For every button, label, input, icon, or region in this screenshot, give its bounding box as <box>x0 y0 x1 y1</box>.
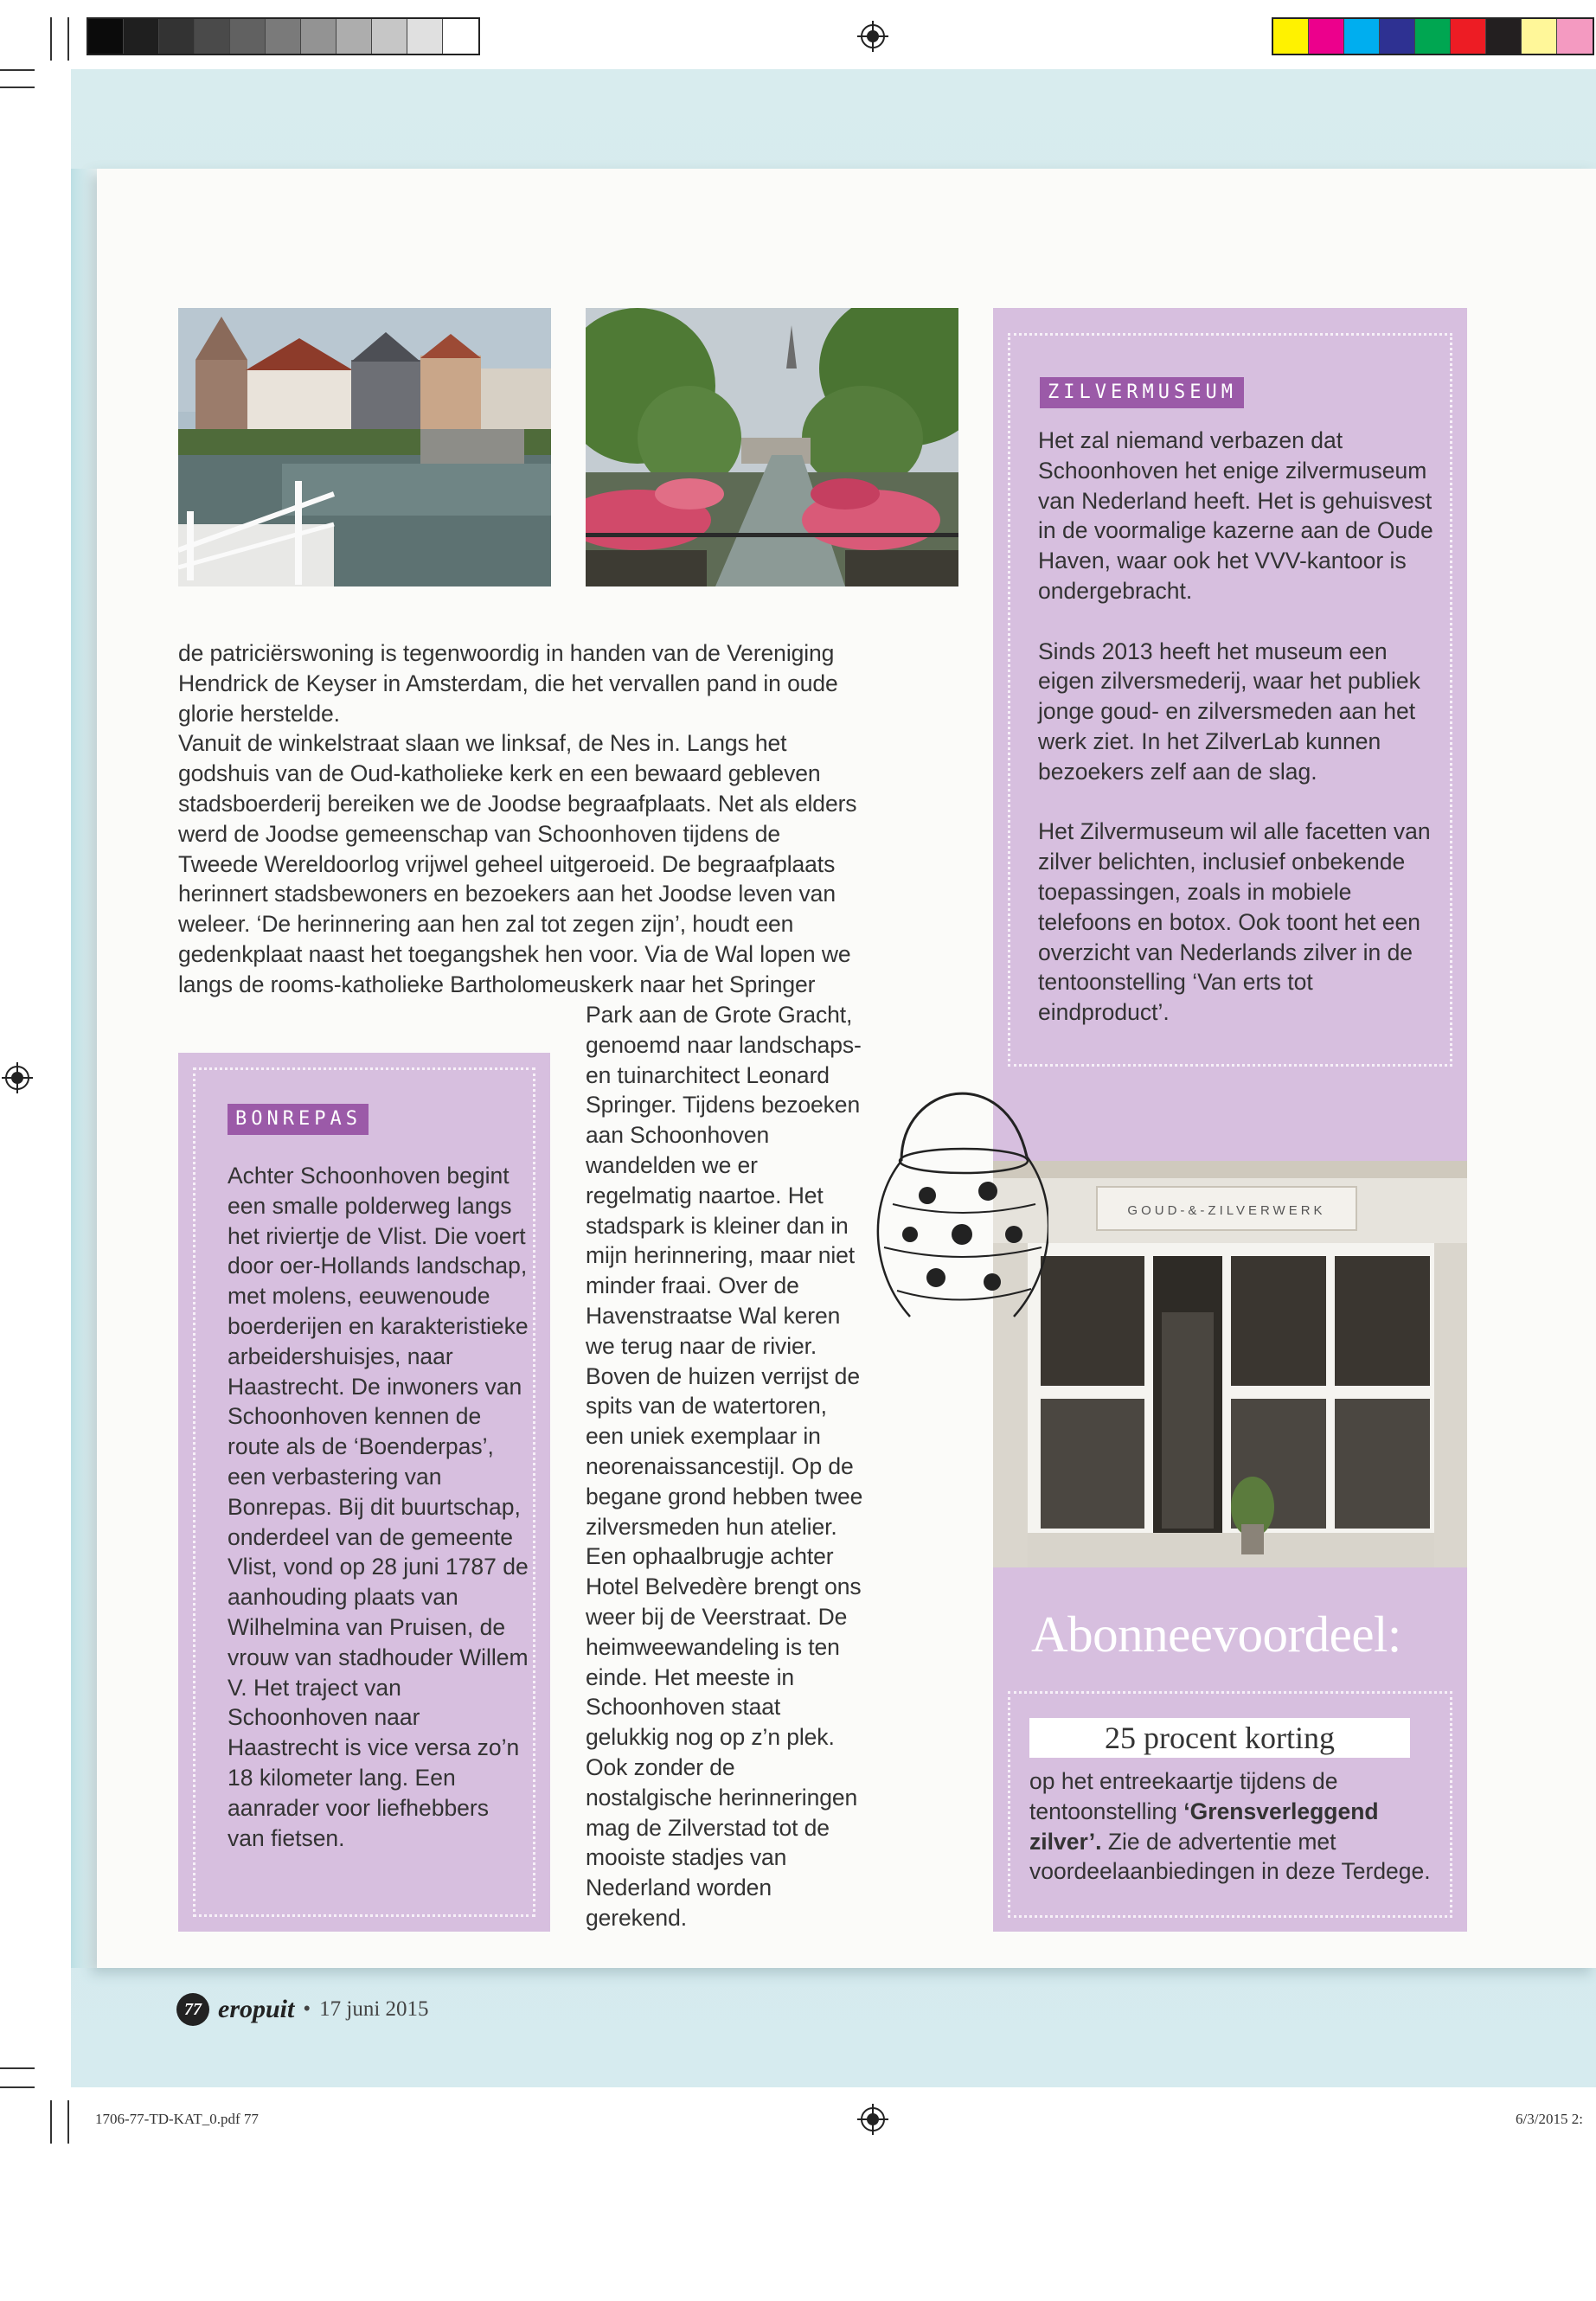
bonrepas-paragraph: Achter Schoonhoven begint een smalle polderweg langs het riviertje de Vlist. Die voert door oer-Hollands landschap, met molens, eeuwenoude boerderijen en karakteristieke arbeidershuisjes, naar Haastrecht. De inwoners van Schoonhoven kennen de route als de ‘Boenderpas’, een verbastering van Bonrepas. Bij dit buurtschap, onderdeel van de gemeente Vlist, vond op 28 juni 1787 de aanhouding plaats van Wilhelmina van Pruisen, de vrouw van stadhouder Willem V. Het traject van Schoonhoven naar Haastrecht is vice versa zo’n 18 kilometer lang. Een aanrader voor liefhebbers van fietsen. <box>228 1163 529 1851</box>
color-swatch <box>124 19 159 54</box>
color-swatch <box>372 19 407 54</box>
crop-mark <box>67 17 69 61</box>
registration-mark-icon <box>857 21 888 52</box>
abonnee-paragraph <box>1029 1766 1445 1887</box>
slug-filename: 1706-77-TD-KAT_0.pdf 77 <box>95 2111 259 2127</box>
page-spine-edge <box>71 169 97 1968</box>
color-swatch <box>88 19 124 54</box>
color-swatch <box>195 19 230 54</box>
zilvermuseum-paragraph: Het zal niemand verbazen dat Schoonhoven het enige zilvermuseum van Nederland heeft. Het is gehuisvest in de voormalige kazerne aan de Oude Haven, waar ook het VVV-kantoor is ondergebracht. <box>1038 427 1433 604</box>
bonrepas-title: BONREPAS <box>228 1104 369 1135</box>
korting-highlight: 25 procent korting <box>1029 1718 1410 1758</box>
registration-mark-icon <box>2 1062 33 1093</box>
zilvermuseum-title: ZILVERMUSEUM <box>1040 377 1244 408</box>
shop-sign: GOUD-&-ZILVERWERK <box>1127 1203 1326 1218</box>
color-swatch <box>337 19 372 54</box>
issue-date: 17 juni 2015 <box>319 1997 429 2021</box>
slug-date: 6/3/2015 2: <box>1516 2111 1583 2127</box>
color-swatch <box>1380 19 1415 54</box>
article-intro <box>178 638 862 1000</box>
article-paragraph: Vanuit de winkelstraat slaan we linksaf, de Nes in. Langs het godshuis van de Oud-katholieke kerk en een bewaard gebleven stadsboerderij bereiken we de Joodse begraafplaats. Net als elders werd de Joodse gemeenschap van Schoonhoven tijdens de Tweede Wereldoorlog vrijwel geheel uitgeroeid. De begraafplaats herinnert stadsbewoners en bezoekers aan het Joodse leven van weleer. ‘De herinnering aan hen zal tot zegen zijn’, houdt een gedenkplaat naast het toegangshek hen voor. Via de Wal lopen we langs de rooms-katholieke Bartholomeuskerk naar het Springer <box>178 730 857 997</box>
page-number: 77 <box>176 1993 209 2026</box>
abonnee-text-after: Zie de advertentie met voordeelaanbiedingen in deze Terdege. <box>1029 1828 1431 1885</box>
abonnee-text <box>1029 1766 1445 1887</box>
registration-mark-icon <box>857 2104 888 2135</box>
article-column-continued <box>586 1000 864 1933</box>
abonnee-text-before: op het entreekaartje tijdens de tentoonstelling <box>1029 1768 1338 1824</box>
zilvermuseum-paragraph: Sinds 2013 heeft het museum een eigen zilversmederij, waar het publiek jonge goud- en zilversmeden aan het werk ziet. In het ZilverLab kunnen bezoekers zelf aan de slag. <box>1038 638 1420 785</box>
exhibition-title: ‘Grensverleggend zilver’. <box>1029 1798 1379 1855</box>
canal-flowers-photo <box>586 308 958 586</box>
color-swatch <box>159 19 195 54</box>
crop-mark <box>0 87 35 88</box>
color-swatch <box>407 19 443 54</box>
color-swatch <box>230 19 266 54</box>
article-paragraph: Park aan de Grote Gracht, genoemd naar landschaps- en tuinarchitect Leonard Springer. Tijdens bezoeken aan Schoonhoven wandelden we er regelmatig naartoe. Het stadspark is kleiner dan in mijn herinnering, maar niet minder fraai. Over de Havenstraatse Wal keren we terug naar de rivier. Boven de huizen verrijst de spits van de watertoren, een uniek exemplaar in neorenaissancestijl. Op de begane grond hebben twee zilversmeden hun atelier. Een ophaalbrugje achter Hotel Belvedère brengt ons weer bij de Veerstraat. De heimweewandeling is ten einde. Het meeste in Schoonhoven staat gelukkig nog op z’n plek. Ook zonder de nostalgische herinneringen mag de Zilverstad tot de mooiste stadjes van Nederland worden gerekend. <box>586 1002 863 1931</box>
color-swatch <box>1273 19 1309 54</box>
crop-mark <box>0 2067 35 2069</box>
color-swatch <box>266 19 301 54</box>
crop-mark <box>50 2100 52 2144</box>
paper-lantern-sketch-icon <box>875 1066 1048 1325</box>
color-swatch <box>1309 19 1344 54</box>
color-swatch <box>1344 19 1380 54</box>
silver-shop-photo <box>993 1161 1467 1567</box>
process-color-bar <box>1272 17 1594 55</box>
color-swatch <box>301 19 337 54</box>
zilvermuseum-text <box>1038 426 1445 1028</box>
magazine-section-logo: eropuit <box>218 1995 295 2023</box>
canal-drawbridge-photo <box>178 308 551 586</box>
zilvermuseum-paragraph: Het Zilvermuseum wil alle facetten van zilver belichten, inclusief onbekende toepassingen, zoals in mobiele telefoons en botox. Ook toont het een overzicht van Nederlands zilver in de tentoonstelling ‘Van erts tot eindproduct’. <box>1038 818 1431 1026</box>
page-footer <box>176 1993 429 2026</box>
color-swatch <box>1522 19 1557 54</box>
crop-mark <box>0 69 35 71</box>
article-paragraph: de patriciërswoning is tegenwoordig in handen van de Vereniging Hendrick de Keyser in Amsterdam, die het vervallen pand in oude glorie herstelde. <box>178 640 838 727</box>
footer-separator: • <box>303 1997 311 2021</box>
color-swatch <box>443 19 478 54</box>
color-swatch <box>1486 19 1522 54</box>
crop-mark <box>0 2086 35 2088</box>
bonrepas-text <box>228 1161 530 1853</box>
crop-mark <box>50 17 52 61</box>
color-swatch <box>1557 19 1593 54</box>
crop-mark <box>67 2100 69 2144</box>
abonnee-heading: Abonneevoordeel: <box>1031 1606 1401 1663</box>
color-swatch <box>1415 19 1451 54</box>
grayscale-color-bar <box>87 17 480 55</box>
color-swatch <box>1451 19 1486 54</box>
